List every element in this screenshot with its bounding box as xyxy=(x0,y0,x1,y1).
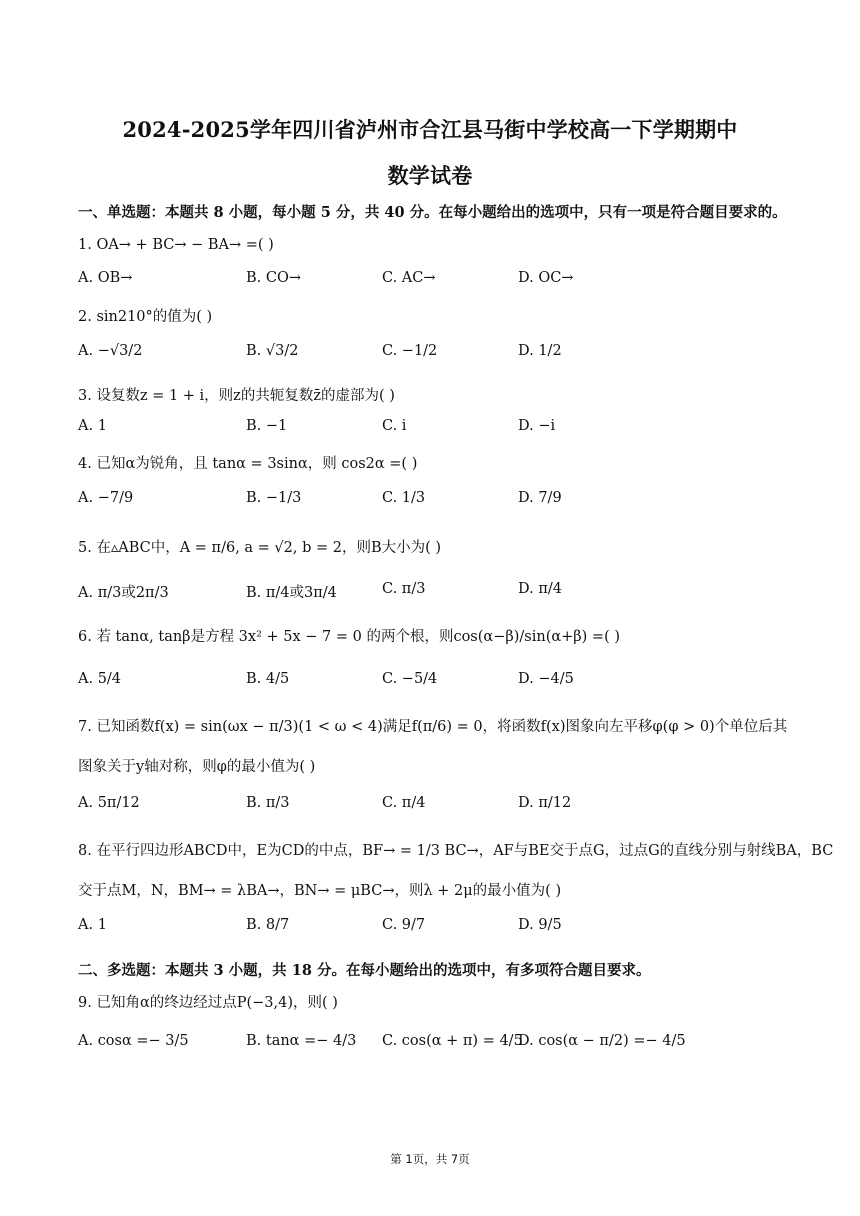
option-b: B. √3/2 xyxy=(246,343,299,359)
option-a: A. −7/9 xyxy=(78,490,134,506)
exam-subject: 数学试卷 xyxy=(387,163,473,188)
option-d: D. −i xyxy=(518,418,556,434)
question-7-stem-line-1: 7. 已知函数f(x) = sin(ωx − π/3)(1 < ω < 4)满足f(π/6) = 0，将函数f(x)图象向左平移φ(φ > 0)个单位后其 xyxy=(78,719,788,735)
question-3-stem: 3. 设复数z = 1 + i，则z的共轭复数z̄的虚部为( ) xyxy=(78,388,395,404)
option-c: C. 1/3 xyxy=(382,490,426,506)
question-3-options xyxy=(78,418,798,448)
question-7-stem-line-2: 图象关于y轴对称，则φ的最小值为( ) xyxy=(78,759,316,775)
option-a: A. π/3或2π/3 xyxy=(78,585,169,601)
exam-title: 2024-2025学年四川省泸州市合江县马街中学校高一下学期期中 xyxy=(122,117,738,142)
option-c: C. π/4 xyxy=(382,795,426,811)
option-a: A. 1 xyxy=(78,418,107,434)
question-8-stem-line-1: 8. 在平行四边形ABCD中，E为CD的中点，BF→ = 1/3 BC→，AF与BE交于点G，过点G的直线分别与射线BA，BC xyxy=(78,843,834,859)
section-multiple-choice: 二、多选题：本题共 3 小题，共 18 分。在每小题给出的选项中，有多项符合题目要求。 xyxy=(78,962,651,979)
question-6-stem: 6. 若 tanα, tanβ是方程 3x² + 5x − 7 = 0 的两个根，则cos(α−β)/sin(α+β) =( ) xyxy=(78,629,621,645)
section-single-choice: 一、单选题：本题共 8 小题，每小题 5 分，共 40 分。在每小题给出的选项中，只有一项是符合题目要求的。 xyxy=(78,204,787,221)
question-1-stem: 1. OA→ + BC→ − BA→ =( ) xyxy=(78,237,274,253)
option-a: A. 5/4 xyxy=(78,671,122,687)
question-8-options xyxy=(78,917,798,947)
option-d: D. 1/2 xyxy=(518,343,562,359)
option-a: A. 1 xyxy=(78,917,107,933)
question-9-options xyxy=(78,1033,798,1063)
option-b: B. π/3 xyxy=(246,795,290,811)
page-number: 第 1页，共 7页 xyxy=(390,1152,470,1166)
option-d: D. −4/5 xyxy=(518,671,574,687)
option-d: D. OC→ xyxy=(518,270,574,286)
question-5-stem: 5. 在▵ABC中，A = π/6, a = √2, b = 2，则B大小为( ) xyxy=(78,540,442,556)
question-6-options xyxy=(78,671,798,701)
option-b: B. −1/3 xyxy=(246,490,302,506)
question-9-stem: 9. 已知角α的终边经过点P(−3,4)，则( ) xyxy=(78,995,338,1011)
question-4-stem: 4. 已知α为锐角，且 tanα = 3sinα，则 cos2α =( ) xyxy=(78,456,418,472)
question-2-options xyxy=(78,343,798,373)
option-c: C. cos(α + π) = 4/5 xyxy=(382,1033,523,1049)
option-d: D. 9/5 xyxy=(518,917,562,933)
option-d: D. π/4 xyxy=(518,581,562,597)
option-a: A. −√3/2 xyxy=(78,343,143,359)
option-a: A. cosα =− 3/5 xyxy=(78,1033,189,1049)
option-d: D. cos(α − π/2) =− 4/5 xyxy=(518,1033,686,1049)
option-c: C. 9/7 xyxy=(382,917,426,933)
option-b: B. 4/5 xyxy=(246,671,290,687)
question-7-options xyxy=(78,795,798,825)
option-b: B. −1 xyxy=(246,418,288,434)
option-c: C. −1/2 xyxy=(382,343,438,359)
question-2-stem: 2. sin210°的值为( ) xyxy=(78,309,213,325)
option-b: B. π/4或3π/4 xyxy=(246,585,337,601)
option-a: A. 5π/12 xyxy=(78,795,140,811)
option-d: D. 7/9 xyxy=(518,490,562,506)
option-b: B. tanα =− 4/3 xyxy=(246,1033,357,1049)
option-c: C. i xyxy=(382,418,407,434)
question-1-options xyxy=(78,270,798,300)
option-d: D. π/12 xyxy=(518,795,572,811)
option-c: C. π/3 xyxy=(382,581,426,597)
option-c: C. −5/4 xyxy=(382,671,438,687)
option-a: A. OB→ xyxy=(78,270,133,286)
question-8-stem-line-2: 交于点M，N，BM→ = λBA→，BN→ = μBC→，则λ + 2μ的最小值为( ) xyxy=(78,883,562,899)
option-b: B. CO→ xyxy=(246,270,302,286)
option-c: C. AC→ xyxy=(382,270,436,286)
question-5-options xyxy=(78,581,798,611)
question-4-options xyxy=(78,490,798,520)
option-b: B. 8/7 xyxy=(246,917,290,933)
